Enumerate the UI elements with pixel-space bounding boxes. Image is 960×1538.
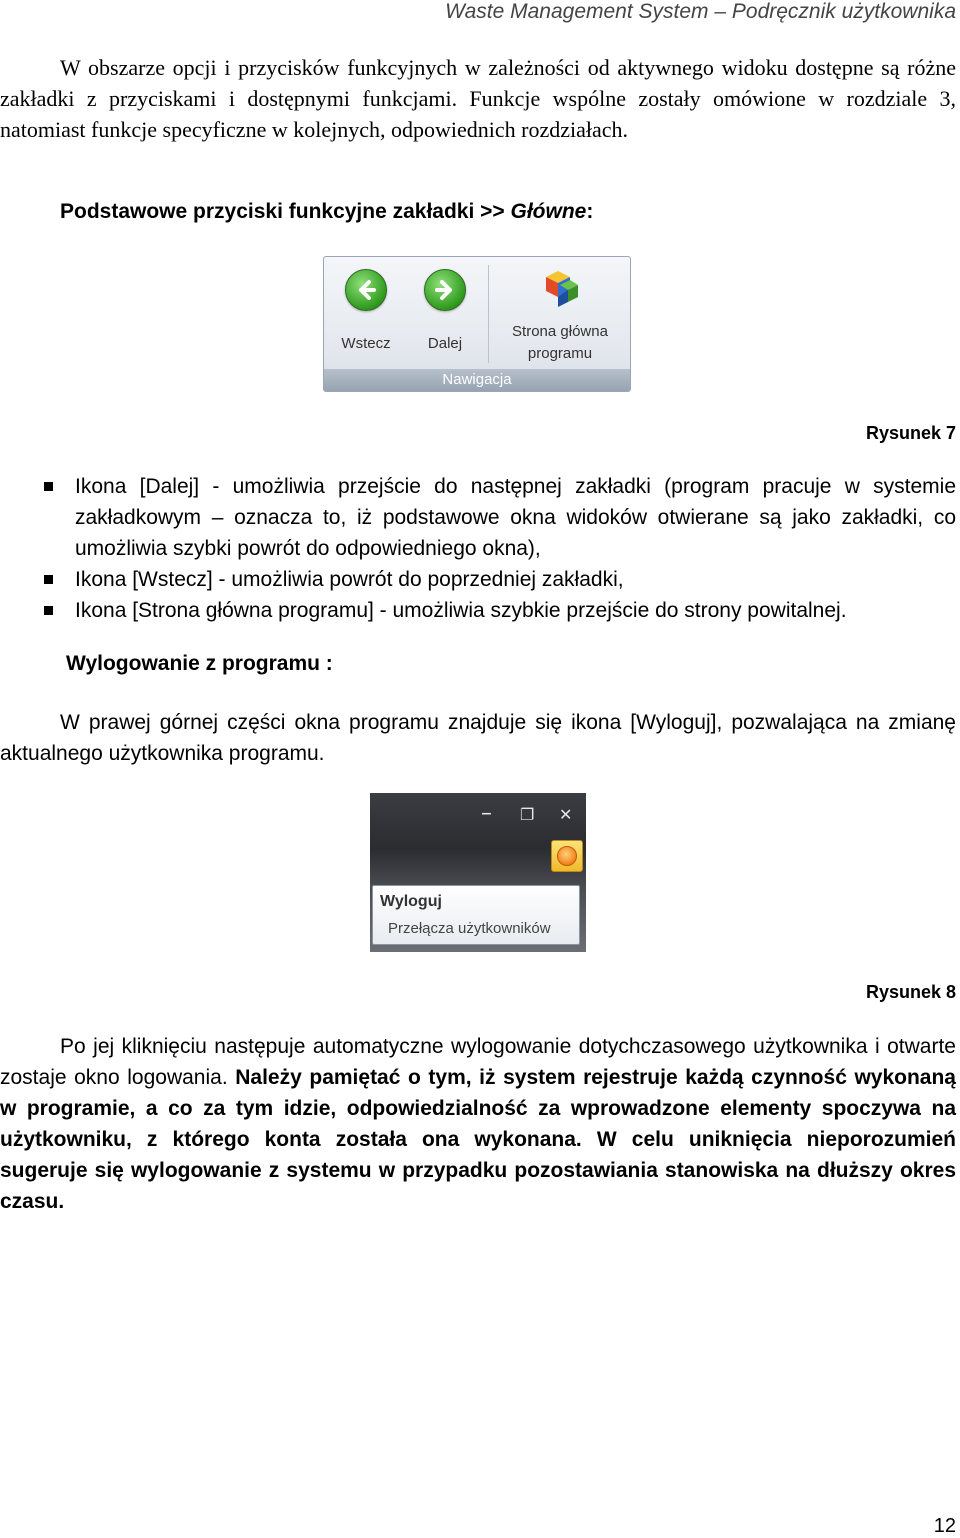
arrow-right-icon: [424, 269, 466, 311]
heading-tab-name: Główne: [510, 200, 587, 223]
home-button-label-line2: programu: [527, 345, 593, 362]
home-button-label-line1: Strona główna: [512, 323, 608, 340]
navigation-ribbon-figure: [323, 256, 631, 392]
cubes-icon: [536, 267, 584, 311]
back-button-label: Wstecz: [341, 335, 391, 352]
running-header: Waste Management System – Podręcznik użytkownika: [445, 0, 956, 23]
close-icon[interactable]: ✕: [559, 807, 573, 824]
heading-suffix: :: [586, 200, 594, 223]
back-button[interactable]: [330, 269, 402, 352]
list-item: [44, 595, 956, 626]
bullet-list: [44, 471, 956, 626]
ribbon-group-label: Nawigacja: [324, 369, 630, 391]
minimize-icon[interactable]: ‒: [482, 805, 491, 822]
list-item-text: Ikona [Wstecz] - umożliwia powrót do poprzedniej zakładki,: [75, 568, 624, 591]
list-item-text: Ikona [Dalej] - umożliwia przejście do następnej zakładki (program pracuje w systemie zakładkowym – oznacza to, iż podstawowe okna widoków otwierane są jako zakładki, co umożliwia szybki powrót do odpowiedniego okna),: [75, 475, 956, 560]
home-button[interactable]: [496, 267, 624, 365]
next-button[interactable]: [412, 269, 478, 352]
logout-paragraph: W prawej górnej części okna programu znajduje się ikona [Wyloguj], pozwalająca na zmianę aktualnego użytkownika programu.: [0, 711, 956, 765]
heading-prefix: Podstawowe przyciski funkcyjne zakładki >>: [60, 200, 511, 223]
list-item-text: Ikona [Strona główna programu] - umożliwia szybkie przejście do strony powitalnej.: [75, 599, 847, 622]
restore-icon[interactable]: ❐: [520, 807, 535, 824]
bullet-mark: [44, 575, 53, 584]
ribbon-separator: [488, 265, 489, 363]
figure-caption-7: Rysunek 7: [865, 423, 956, 443]
final-paragraph: [0, 1031, 956, 1217]
bullet-mark: [44, 606, 53, 615]
final-paragraph-normal: Po jej kliknięciu następuje automatyczne wylogowanie dotychczasowego użytkownika i otwarte zostaje okno logowania.: [0, 1035, 956, 1089]
arrow-left-icon: [345, 269, 387, 311]
section-heading-main-buttons: [60, 200, 593, 224]
tooltip-description: Przełącza użytkowników: [388, 920, 551, 937]
list-item: [44, 564, 956, 595]
intro-paragraph: W obszarze opcji i przycisków funkcyjnych w zależności od aktywnego widoku dostępne są różne zakładki z przyciskami i dostępnymi funkcjami. Funkcje wspólne zostały omówione w rozdziale 3, natomiast funkcje specyficzne w kolejnych, odpowiednich rozdziałach.: [0, 55, 956, 142]
section-heading-logout: Wylogowanie z programu :: [66, 652, 333, 675]
logout-icon-ring: [557, 846, 577, 866]
logout-window-figure: [370, 793, 586, 952]
final-paragraph-warning: Należy pamiętać o tym, iż system rejestruje każdą czynność wykonaną w programie, a co za tym idzie, odpowiedzialność za wprowadzone elementy spoczywa na użytkowniku, z którego konta została ona wykonana. W celu uniknięcia nieporozumień sugeruje się wylogowanie z systemu w przypadku pozostawiania stanowiska na dłuższy okres czasu.: [0, 1066, 956, 1213]
list-item: [44, 471, 956, 564]
tooltip-title: Wyloguj: [380, 893, 442, 910]
logout-tooltip: [372, 885, 580, 945]
figure-caption-8: Rysunek 8: [865, 982, 956, 1002]
bullet-mark: [44, 482, 53, 491]
page-number: 12: [933, 1515, 956, 1537]
next-button-label: Dalej: [427, 335, 463, 352]
logout-icon[interactable]: [551, 840, 583, 872]
